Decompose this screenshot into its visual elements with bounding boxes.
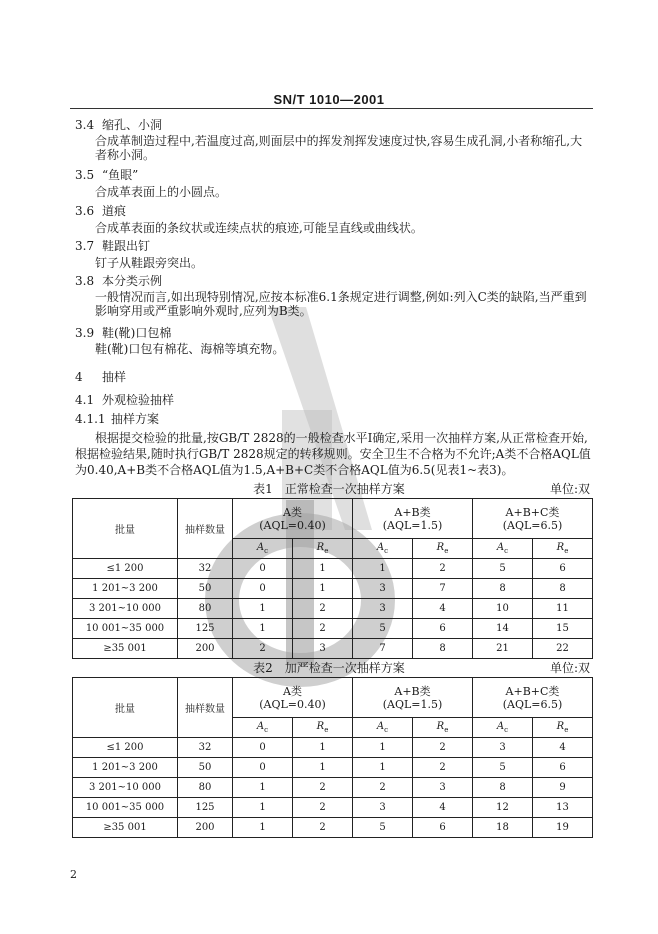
header-rule bbox=[70, 108, 593, 109]
section-3-9-heading: 3.9 鞋(靴)口包棉 bbox=[75, 326, 172, 340]
table1-col-batch: 批量 bbox=[73, 499, 178, 559]
section-4-1-1-heading: 4.1.1 抽样方案 bbox=[75, 412, 160, 426]
standard-number-header: SN/T 1010—2001 bbox=[273, 92, 385, 107]
table-row: 3 201~10 000 80 1 2 2 3 8 9 bbox=[73, 778, 593, 798]
table-row: ≤1 200 32 0 1 1 2 5 6 bbox=[73, 559, 593, 579]
table2-group-a: A类 (AQL=0.40) bbox=[233, 678, 353, 718]
table-row: ≤1 200 32 0 1 1 2 3 4 bbox=[73, 738, 593, 758]
table1-re-header: $R_e$ bbox=[413, 539, 473, 559]
table2-re-header: $R_e$ bbox=[533, 718, 593, 738]
table-row: ≥35 001 200 1 2 5 6 18 19 bbox=[73, 818, 593, 838]
table1-group-a: A类 (AQL=0.40) bbox=[233, 499, 353, 539]
table-row: ≥35 001 200 2 3 7 8 21 22 bbox=[73, 639, 593, 659]
section-3-8-heading: 3.8 本分类示例 bbox=[75, 274, 163, 288]
table2-col-sample: 抽样数量 bbox=[178, 678, 233, 738]
table1-re-header: $R_e$ bbox=[293, 539, 353, 559]
table2-ac-header: $A_c$ bbox=[353, 718, 413, 738]
table1-re-header: $R_e$ bbox=[533, 539, 593, 559]
table1-col-sample: 抽样数量 bbox=[178, 499, 233, 559]
section-3-6-heading: 3.6 道痕 bbox=[75, 204, 127, 218]
section-3-5-heading: 3.5 “鱼眼” bbox=[75, 168, 139, 182]
section-3-5-text: 合成革表面上的小圆点。 bbox=[95, 185, 228, 199]
page-number: 2 bbox=[70, 868, 77, 881]
sampling-plan-text: 根据提交检验的批量,按GB/T 2828的一般检查水平Ⅰ确定,采用一次抽样方案,从正常检查开始,根据检验结果,随时执行GB/T 2828规定的转移规则。安全卫生不合格为不允许;A类不合格AQL值为0.40,A+B类不合格AQL值为1.5,A+B+C类不合格AQL值为6.5(见表1~表3)。 bbox=[75, 431, 591, 477]
table2-group-abc: A+B+C类 (AQL=6.5) bbox=[473, 678, 593, 718]
table1-ac-header: $A_c$ bbox=[353, 539, 413, 559]
table-row: 1 201~3 200 50 0 1 3 7 8 8 bbox=[73, 579, 593, 599]
table-row: 10 001~35 000 125 1 2 3 4 12 13 bbox=[73, 798, 593, 818]
section-3-4-heading: 3.4 缩孔、小洞 bbox=[75, 118, 163, 132]
table2-ac-header: $A_c$ bbox=[473, 718, 533, 738]
section-4-1-heading: 4.1 外观检验抽样 bbox=[75, 393, 175, 407]
table2-col-batch: 批量 bbox=[73, 678, 178, 738]
table2-re-header: $R_e$ bbox=[293, 718, 353, 738]
table2-group-ab: A+B类 (AQL=1.5) bbox=[353, 678, 473, 718]
table1-group-ab: A+B类 (AQL=1.5) bbox=[353, 499, 473, 539]
table1 bbox=[72, 498, 593, 659]
section-3-9-text: 鞋(靴)口包有棉花、海棉等填充物。 bbox=[95, 342, 285, 356]
section-3-6-text: 合成革表面的条纹状或连续点状的痕迹,可能呈直线或曲线状。 bbox=[95, 221, 423, 235]
section-3-7-text: 钉子从鞋跟旁突出。 bbox=[95, 256, 204, 270]
table2-unit: 单位:双 bbox=[549, 661, 590, 675]
section-3-7-heading: 3.7 鞋跟出钉 bbox=[75, 239, 151, 253]
table2 bbox=[72, 677, 593, 838]
table1-ac-header: $A_c$ bbox=[473, 539, 533, 559]
chapter-4-heading: 4 抽样 bbox=[75, 370, 127, 384]
table1-unit: 单位:双 bbox=[549, 482, 590, 496]
table-row: 3 201~10 000 80 1 2 3 4 10 11 bbox=[73, 599, 593, 619]
table1-caption: 表1 正常检查一次抽样方案 bbox=[253, 482, 405, 496]
table2-caption: 表2 加严检查一次抽样方案 bbox=[253, 661, 405, 675]
table-row: 1 201~3 200 50 0 1 1 2 5 6 bbox=[73, 758, 593, 778]
table-row: 10 001~35 000 125 1 2 5 6 14 15 bbox=[73, 619, 593, 639]
section-3-4-text: 合成革制造过程中,若温度过高,则面层中的挥发剂挥发速度过快,容易生成孔洞,小者称缩孔,大者称小洞。 bbox=[95, 134, 583, 162]
table1-group-abc: A+B+C类 (AQL=6.5) bbox=[473, 499, 593, 539]
table2-ac-header: $A_c$ bbox=[233, 718, 293, 738]
table1-ac-header: $A_c$ bbox=[233, 539, 293, 559]
table2-re-header: $R_e$ bbox=[413, 718, 473, 738]
section-3-8-text: 一般情况而言,如出现特别情况,应按本标准6.1条规定进行调整,例如:列入C类的缺陷,当严重到影响穿用或严重影响外观时,应列为B类。 bbox=[95, 290, 587, 318]
